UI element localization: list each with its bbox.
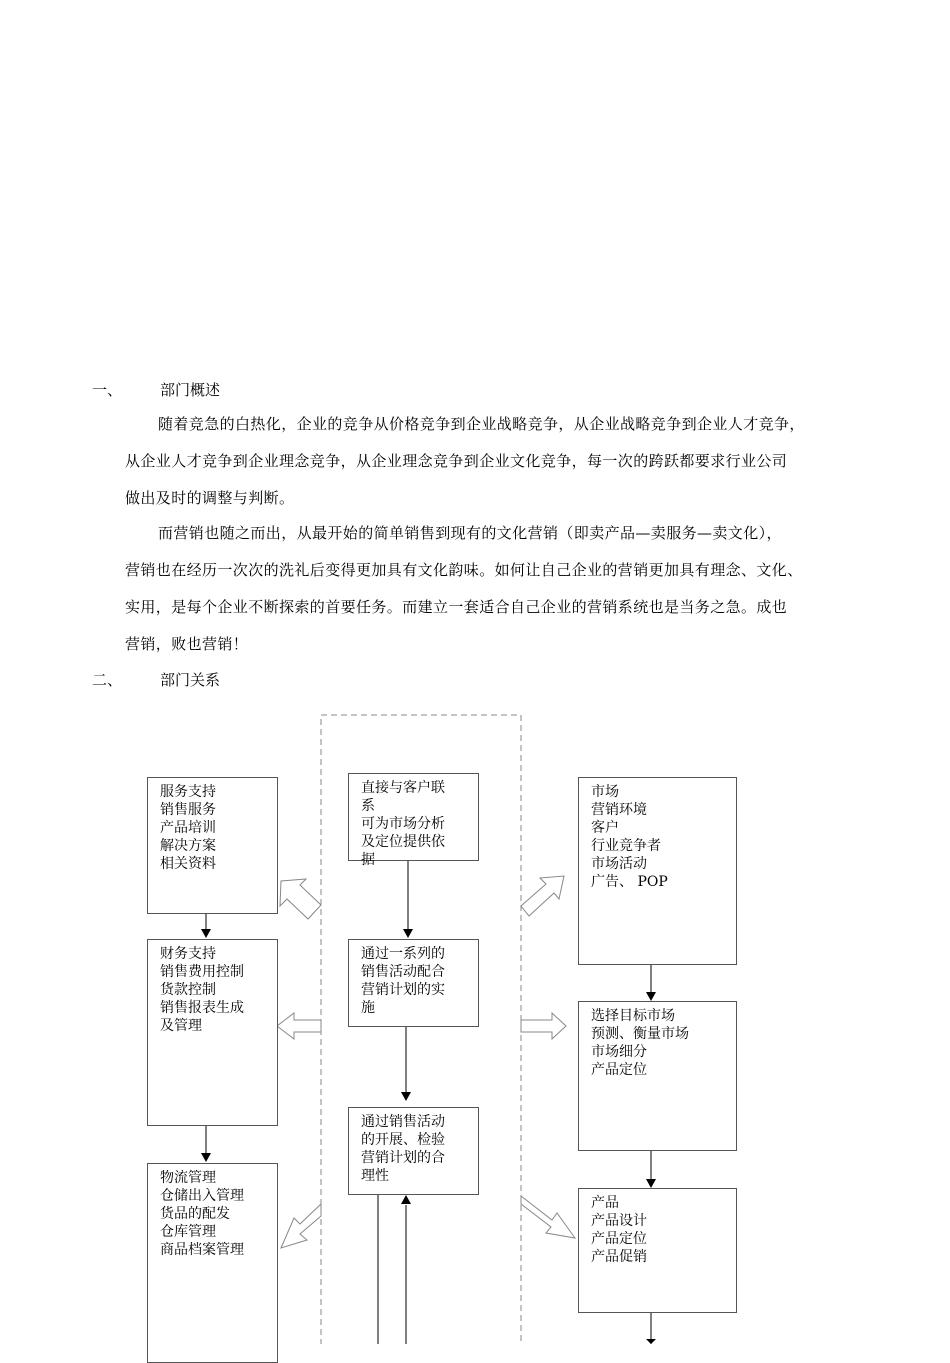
box-line: 广告、 POP	[591, 874, 668, 890]
box-line: 营销环境	[591, 802, 647, 818]
box-line: 销售报表生成	[160, 1000, 244, 1016]
box-product	[578, 1188, 737, 1313]
box-logistics	[147, 1163, 278, 1363]
box-line: 仓库管理	[160, 1224, 216, 1240]
hollow-arrow-right	[521, 1013, 566, 1039]
box-line: 商品档案管理	[160, 1242, 244, 1258]
box-line: 的开展、检验	[361, 1132, 445, 1148]
paragraph-line: 实用，是每个企业不断探索的首要任务。而建立一套适合自己企业的营销系统也是当务之急。成也	[125, 598, 788, 616]
arrowhead	[201, 929, 211, 938]
box-line: 货款控制	[160, 982, 216, 998]
arrowhead	[646, 1339, 656, 1344]
box-line: 产品促销	[591, 1249, 647, 1265]
arrowhead	[201, 1153, 211, 1162]
hollow-arrow-left	[277, 1013, 321, 1039]
box-line: 通过销售活动	[361, 1114, 445, 1130]
box-finance-support	[147, 939, 278, 1126]
box-line: 据	[361, 852, 375, 868]
hollow-arrow-up-left	[280, 879, 321, 919]
box-service-support	[147, 777, 278, 914]
box-line: 货品的配发	[160, 1206, 230, 1222]
section-title: 部门概述	[160, 381, 221, 399]
paragraph-line: 而营销也随之而出，从最开始的简单销售到现有的文化营销（即卖产品—卖服务—卖文化），	[158, 524, 782, 542]
paragraph-line: 随着竞急的白热化，企业的竞争从价格竞争到企业战略竞争，从企业战略竞争到企业人才竞争，	[158, 415, 805, 433]
paragraph-line: 做出及时的调整与判断。	[125, 489, 295, 507]
box-line: 销售费用控制	[160, 964, 244, 980]
paragraph-line: 营销也在经历一次次的洗礼后变得更加具有文化韵味。如何让自己企业的营销更加具有理念、文化、	[125, 561, 803, 579]
box-market	[578, 777, 737, 965]
box-line: 物流管理	[160, 1170, 216, 1186]
box-target-market	[578, 1001, 737, 1151]
hollow-arrow-down-right	[521, 1196, 575, 1238]
box-line: 系	[361, 798, 375, 814]
box-line: 营销计划的合	[361, 1150, 445, 1166]
box-line: 解决方案	[160, 838, 216, 854]
box-line: 服务支持	[160, 784, 216, 800]
box-line: 及管理	[160, 1018, 202, 1034]
box-line: 市场	[591, 784, 619, 800]
box-line: 仓储出入管理	[160, 1188, 244, 1204]
arrowhead	[401, 1092, 411, 1101]
section-number: 二、	[92, 671, 123, 689]
box-line: 可为市场分析	[361, 816, 445, 832]
box-line: 营销计划的实	[361, 982, 445, 998]
box-customer-contact	[348, 773, 479, 868]
box-line: 施	[361, 1000, 375, 1016]
box-line: 相关资料	[160, 856, 216, 872]
box-line: 客户	[591, 820, 619, 836]
section-title: 部门关系	[160, 671, 221, 689]
box-line: 行业竞争者	[591, 838, 661, 854]
box-line: 市场细分	[591, 1044, 647, 1060]
hollow-arrow-down-left	[281, 1204, 321, 1248]
box-line: 财务支持	[160, 946, 216, 962]
paragraph-line: 营销，败也营销！	[125, 635, 249, 653]
arrowhead	[646, 992, 656, 1001]
arrowhead	[401, 1195, 411, 1204]
box-line: 产品培训	[160, 820, 216, 836]
box-line: 直接与客户联	[361, 780, 445, 796]
box-line: 产品定位	[591, 1062, 647, 1078]
box-line: 通过一系列的	[361, 946, 445, 962]
section-number: 一、	[92, 381, 123, 399]
box-sales-activities	[348, 939, 479, 1027]
box-line: 销售活动配合	[361, 964, 445, 980]
box-line: 产品设计	[591, 1213, 647, 1229]
box-line: 产品定位	[591, 1231, 647, 1247]
box-line: 选择目标市场	[591, 1008, 675, 1024]
arrowhead	[646, 1179, 656, 1188]
box-line: 及定位提供依	[361, 834, 445, 850]
box-line: 销售服务	[160, 802, 216, 818]
box-line: 理性	[361, 1168, 389, 1184]
box-line: 预测、衡量市场	[591, 1026, 689, 1042]
hollow-arrow-up-right	[521, 876, 564, 916]
box-line: 产品	[591, 1195, 619, 1211]
paragraph-line: 从企业人才竞争到企业理念竞争，从企业理念竞争到企业文化竞争，每一次的跨跃都要求行业公司	[125, 452, 788, 470]
arrowhead	[403, 929, 413, 938]
box-line: 市场活动	[591, 856, 647, 872]
box-plan-validation	[348, 1107, 479, 1195]
